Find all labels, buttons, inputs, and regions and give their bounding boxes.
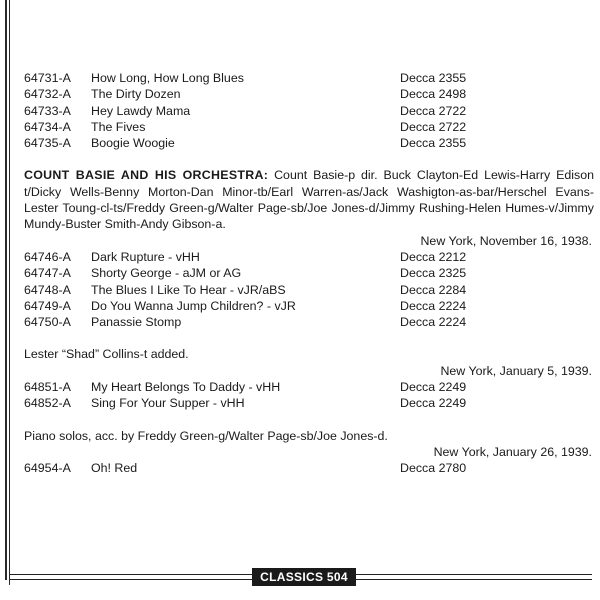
session-location-date: New York, November 16, 1938. xyxy=(420,233,592,248)
track-title: The Dirty Dozen xyxy=(91,87,181,102)
record-label: Decca 2355 xyxy=(400,136,467,151)
band-name: COUNT BASIE AND HIS ORCHESTRA: xyxy=(24,168,269,183)
track-row xyxy=(24,249,594,265)
matrix-number: 64731-A xyxy=(24,71,71,85)
page-edge-line xyxy=(5,0,7,580)
footer-rule xyxy=(356,579,592,580)
matrix-number: 64748-A xyxy=(24,282,71,297)
matrix-number: 64734-A xyxy=(24,119,71,134)
record-label: Decca 2212 xyxy=(400,249,467,264)
track-row xyxy=(24,119,594,135)
matrix-number: 64750-A xyxy=(24,315,71,330)
track-title: The Fives xyxy=(91,119,146,134)
record-label: Decca 2284 xyxy=(400,282,467,297)
record-label: Decca 2355 xyxy=(400,71,467,85)
section-gap xyxy=(24,151,594,167)
track-row xyxy=(24,86,594,102)
record-label: Decca 2249 xyxy=(400,380,467,395)
section-gap xyxy=(24,330,594,346)
track-title: Sing For Your Supper - vHH xyxy=(91,396,245,411)
record-label: Decca 2722 xyxy=(400,103,467,118)
matrix-number: 64851-A xyxy=(24,380,71,395)
matrix-number: 64852-A xyxy=(24,396,71,411)
track-title: Dark Rupture - vHH xyxy=(91,249,200,264)
record-label: Decca 2249 xyxy=(400,396,467,411)
track-title: Do You Wanna Jump Children? - vJR xyxy=(91,298,296,313)
session-location-date: New York, January 5, 1939. xyxy=(440,363,592,378)
track-row xyxy=(24,282,594,298)
discography-content xyxy=(24,70,594,477)
track-row xyxy=(24,314,594,330)
footer-rule xyxy=(356,574,592,575)
session-location-date: New York, January 26, 1939. xyxy=(433,444,592,459)
record-label: Decca 2780 xyxy=(400,461,467,476)
matrix-number: 64746-A xyxy=(24,249,71,264)
track-title: My Heart Belongs To Daddy - vHH xyxy=(91,380,281,395)
record-label: Decca 2722 xyxy=(400,119,467,134)
matrix-number: 64954-A xyxy=(24,461,71,476)
track-title: Hey Lawdy Mama xyxy=(91,103,191,118)
track-row xyxy=(24,379,594,395)
track-row xyxy=(24,70,594,86)
personnel-paragraph xyxy=(24,167,594,232)
track-row xyxy=(24,460,594,476)
matrix-number: 64735-A xyxy=(24,136,71,151)
personnel-note: Piano solos, acc. by Freddy Green-g/Walter Page-sb/Joe Jones-d. xyxy=(24,428,388,443)
track-title: Oh! Red xyxy=(91,461,138,476)
personnel-note: Lester “Shad” Collins-t added. xyxy=(24,347,189,362)
matrix-number: 64733-A xyxy=(24,103,71,118)
track-row xyxy=(24,135,594,151)
record-label: Decca 2498 xyxy=(400,87,467,102)
track-title: The Blues I Like To Hear - vJR/aBS xyxy=(91,282,286,297)
section-gap xyxy=(24,412,594,428)
matrix-number: 64749-A xyxy=(24,298,71,313)
track-row xyxy=(24,298,594,314)
record-label: Decca 2224 xyxy=(400,315,467,330)
footer-rule xyxy=(10,579,252,580)
personnel-text: Count Basie-p dir. Buck Clayton-Ed Lewis-Harry Edison t/Dicky Wells-Benny Morton-Dan Minor-tb/Earl Warren-as/Jack Washigton-as-bar/Herschel Evans-Lester Toung-cl-ts/Freddy Green-g/Walter Page-sb/Joe Jones-d/Jimmy Rushing-Helen Humes-v/Jimmy Mundy-Buster Smith-Andy Gibson-a. xyxy=(24,168,594,232)
track-row xyxy=(24,395,594,411)
track-title: Boogie Woogie xyxy=(91,136,175,151)
track-row xyxy=(24,265,594,281)
track-title: Shorty George - aJM or AG xyxy=(91,266,242,281)
record-label: Decca 2224 xyxy=(400,298,467,313)
track-title: How Long, How Long Blues xyxy=(91,71,244,85)
track-title: Panassie Stomp xyxy=(91,315,182,330)
record-label: Decca 2325 xyxy=(400,266,467,281)
page-edge-line xyxy=(9,0,10,585)
footer-rule xyxy=(10,574,252,575)
track-row xyxy=(24,103,594,119)
page-footer xyxy=(0,568,600,588)
matrix-number: 64747-A xyxy=(24,266,71,281)
catalog-badge: CLASSICS 504 xyxy=(252,568,356,586)
matrix-number: 64732-A xyxy=(24,87,71,102)
